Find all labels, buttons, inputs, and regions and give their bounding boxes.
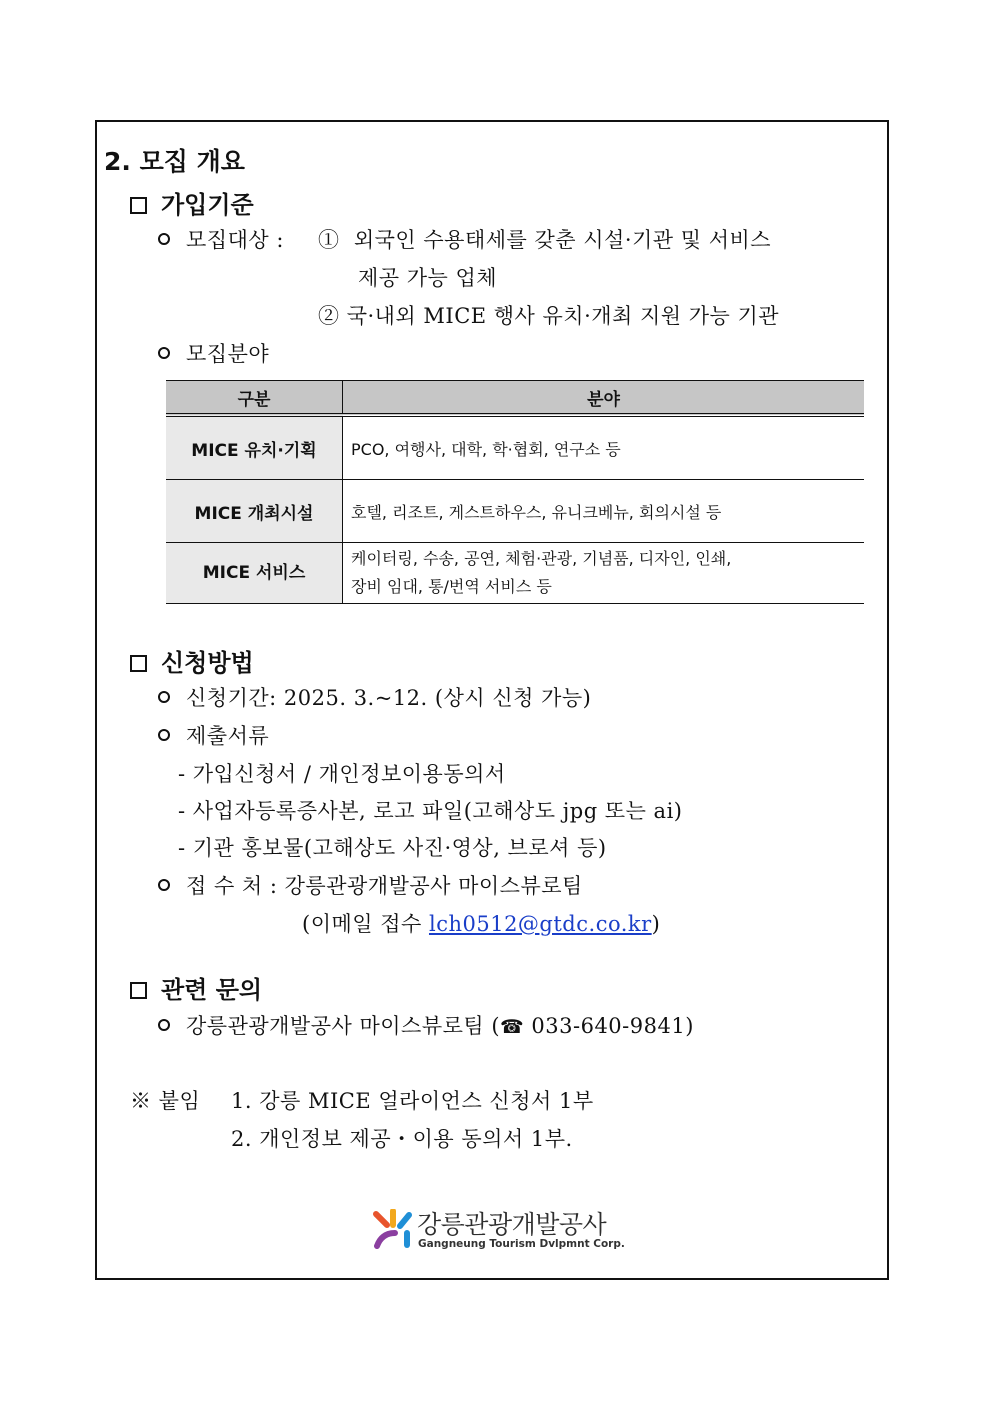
target-1-cont: 제공 가능 업체 xyxy=(358,266,498,290)
row-fields: PCO, 여행사, 대학, 학·협회, 연구소 등 xyxy=(343,415,865,480)
attachment-item-2: 2. 개인정보 제공・이용 동의서 1부. xyxy=(231,1127,573,1151)
row-category: MICE 서비스 xyxy=(166,543,343,604)
doc-item: - 가입신청서 / 개인정보이용동의서 xyxy=(178,762,506,786)
circle-bullet-icon xyxy=(158,691,170,703)
row-fields: 호텔, 리조트, 게스트하우스, 유니크베뉴, 회의시설 등 xyxy=(343,480,865,543)
row-category: MICE 유치·기획 xyxy=(166,415,343,480)
telephone-icon: ☎ xyxy=(500,1016,525,1038)
table-row xyxy=(166,480,864,543)
circle-bullet-icon xyxy=(158,729,170,741)
email-line: (이메일 접수 lch0512@gtdc.co.kr) xyxy=(302,912,661,936)
circle-bullet-icon xyxy=(158,879,170,891)
header-fields: 분야 xyxy=(343,381,865,416)
email-link[interactable]: lch0512@gtdc.co.kr xyxy=(428,912,652,936)
target-1: ① 외국인 수용태세를 갖춘 시설·기관 및 서비스 xyxy=(318,228,772,252)
doc-item: - 사업자등록증사본, 로고 파일(고해상도 jpg 또는 ai) xyxy=(178,799,683,823)
row-fields: 케이터링, 수송, 공연, 체험·관광, 기념품, 디자인, 인쇄, 장비 임대, 통/번역 서비스 등 xyxy=(343,543,865,604)
doc-item: - 기관 홍보물(고해상도 사진·영상, 브로셔 등) xyxy=(178,836,607,860)
table-row xyxy=(166,415,864,480)
company-logo xyxy=(373,1205,623,1255)
target-2: ② 국·내외 MICE 행사 유치·개최 지원 가능 기관 xyxy=(318,304,780,328)
criteria-heading: 가입기준 xyxy=(130,185,254,220)
docs-label: 제출서류 xyxy=(158,720,269,750)
target-line-1: 모집대상 : xyxy=(158,224,284,254)
row-category: MICE 개최시설 xyxy=(166,480,343,543)
header-category: 구분 xyxy=(166,381,343,416)
fields-label: 모집분야 xyxy=(158,338,269,368)
inquiry-heading: 관련 문의 xyxy=(130,970,262,1005)
fields-table xyxy=(166,380,864,604)
logo-mark-icon xyxy=(373,1209,413,1251)
square-icon xyxy=(130,655,147,672)
apply-heading: 신청방법 xyxy=(130,643,254,678)
circle-bullet-icon xyxy=(158,233,170,245)
section-title: 2. 모집 개요 xyxy=(104,147,245,176)
logo-name: 강릉관광개발공사 xyxy=(417,1210,607,1239)
attachment-item-1: 1. 강릉 MICE 얼라이언스 신청서 1부 xyxy=(231,1089,594,1113)
table-row xyxy=(166,543,864,604)
logo-subtitle: Gangneung Tourism Dvlpmnt Corp. xyxy=(418,1238,625,1250)
inquiry-contact: 강릉관광개발공사 마이스뷰로팀 (☎ 033-640-9841) xyxy=(158,1010,694,1040)
attachments-label: ※ 붙임 xyxy=(130,1089,201,1113)
square-icon xyxy=(130,197,147,214)
circle-bullet-icon xyxy=(158,347,170,359)
square-icon xyxy=(130,982,147,999)
circle-bullet-icon xyxy=(158,1019,170,1031)
table-header-row xyxy=(166,381,864,416)
receiver: 접 수 처 : 강릉관광개발공사 마이스뷰로팀 xyxy=(158,870,583,900)
apply-period: 신청기간: 2025. 3.~12. (상시 신청 가능) xyxy=(158,682,591,712)
